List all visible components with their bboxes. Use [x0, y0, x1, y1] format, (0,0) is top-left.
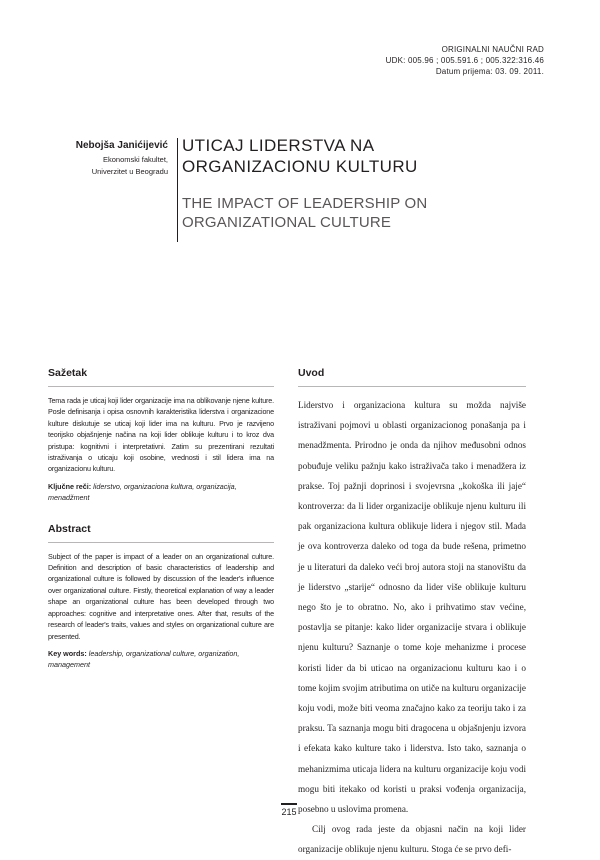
title-english-line1: THE IMPACT OF LEADERSHIP ON	[182, 195, 428, 212]
body-column	[298, 366, 526, 860]
author-affiliation-faculty: Ekonomski fakultet,	[102, 155, 168, 164]
sazetak-heading: Sažetak	[48, 366, 274, 387]
title-english	[182, 194, 512, 232]
author-block	[40, 139, 168, 177]
title-serbian-line2: ORGANIZACIONU KULTURU	[182, 157, 418, 176]
title-serbian-line1: UTICAJ LIDERSTVA NA	[182, 136, 375, 155]
author-affiliation-university: Univerzitet u Beogradu	[91, 167, 168, 176]
sazetak-text: Tema rada je uticaj koji lider organizacije ima na oblikovanje njene kulture. Posle definisanja i opisa osnovnih karakteristika liderstva i organizacione kulture diskutuje se uticaj koji lider ima na kulturu. Prvo je razvijeno teorijsko objašnjenje načina na koji lider oblikuje kulturu i to kroz dva pristupa: kognitivni i interpretativni. Zatim su prezentirani rezultati istraživanja o uticaju koji osobine, vrednosti i stil lidera ima na organizacionu kulturu.	[48, 396, 274, 474]
received-date: Datum prijema: 03. 09. 2011.	[435, 67, 544, 76]
author-name: Nebojša Janićijević	[75, 140, 168, 151]
sazetak-keywords	[48, 481, 274, 504]
abstract-keywords	[48, 648, 274, 671]
abstract-keywords-label: Key words:	[48, 648, 87, 658]
title-divider	[177, 138, 178, 242]
abstract-text: Subject of the paper is impact of a leader on an organizational culture. Definition and description of basic characteristics of leadership and organizational culture is followed by discussion of the leader's influence over organizational culture. Firstly, theoretical explanation of way a leader shape an organizational culture has been developed through two approaches: cognitive and interpretative ones. After that, results of the research of leader's traits, values and styles on organizational culture are presented.	[48, 551, 274, 641]
page-number: 215	[281, 807, 297, 817]
udk-code: UDK: 005.96 ; 005.591.6 ; 005.322:316.46	[385, 56, 544, 65]
article-header	[386, 44, 544, 77]
uvod-paragraph-1: Liderstvo i organizaciona kultura su možda najviše istraživani pojmovi u oblasti organizacionog ponašanja pa i menadžmenta. Prirodno je onda da njihov međusobni odnos pobuđuje veliku pažnju kako istraživača tako i menadžera iz prakse. Toj pažnji doprinosi i svojevrsna „kokoška ili jaje“ kontroverza: da li lider organizacije oblikuje njenu kulturu ili pak organizaciona kultura oblikuje lidera i njegov stil. Mada je ova kontroverza daleko od toga da bude rešena, primetno je u literaturi da daleko veći broj autora stoji na stanovištu da je liderstvo „starije“ odnosno da lider više oblikuje kulturu nego što je to obratno. No, ako i prihvatimo stav većine, postavlja se pitanje: kako lider organizacije stvara i oblikuje njenu kulturu? Saznanje o tome koje mehanizme i procese koristi lider da bi uticao na organizacionu kulturu kao i o tome kojim svojim atributima on utiče na kulturu organizacije koju vodi, može biti veoma značajno kako za teoriju tako i za praksu. Ta saznanja mogu biti dragocena u objašnjenju izvora i efekata kako kulture tako i liderstva. Isto tako, saznanja o mehanizmima uticaja lidera na kulturu organizacije koju vodi mogu biti itekako od koristi u praksi vođenja organizacija, posebno u uslovima promena.	[298, 400, 526, 815]
sazetak-keywords-text: liderstvo, organizaciona kultura, organizacija, menadžment	[48, 481, 237, 503]
uvod-body	[298, 395, 526, 860]
abstract-heading: Abstract	[48, 522, 274, 543]
abstract-keywords-text: leadership, organizational culture, organization, management	[48, 648, 240, 670]
uvod-paragraph-2: Cilj ovog rada jeste da objasni način na koji lider organizacije oblikuje njenu kulturu. Stoga će se prvo defi-	[298, 824, 526, 855]
abstract-column	[48, 366, 274, 671]
uvod-heading: Uvod	[298, 366, 526, 387]
footer-rule	[281, 803, 297, 805]
article-type: ORIGINALNI NAUČNI RAD	[441, 45, 544, 54]
title-english-line2: ORGANIZATIONAL CULTURE	[182, 214, 392, 231]
sazetak-keywords-label: Ključne reči:	[48, 481, 92, 491]
title-serbian	[182, 135, 512, 177]
